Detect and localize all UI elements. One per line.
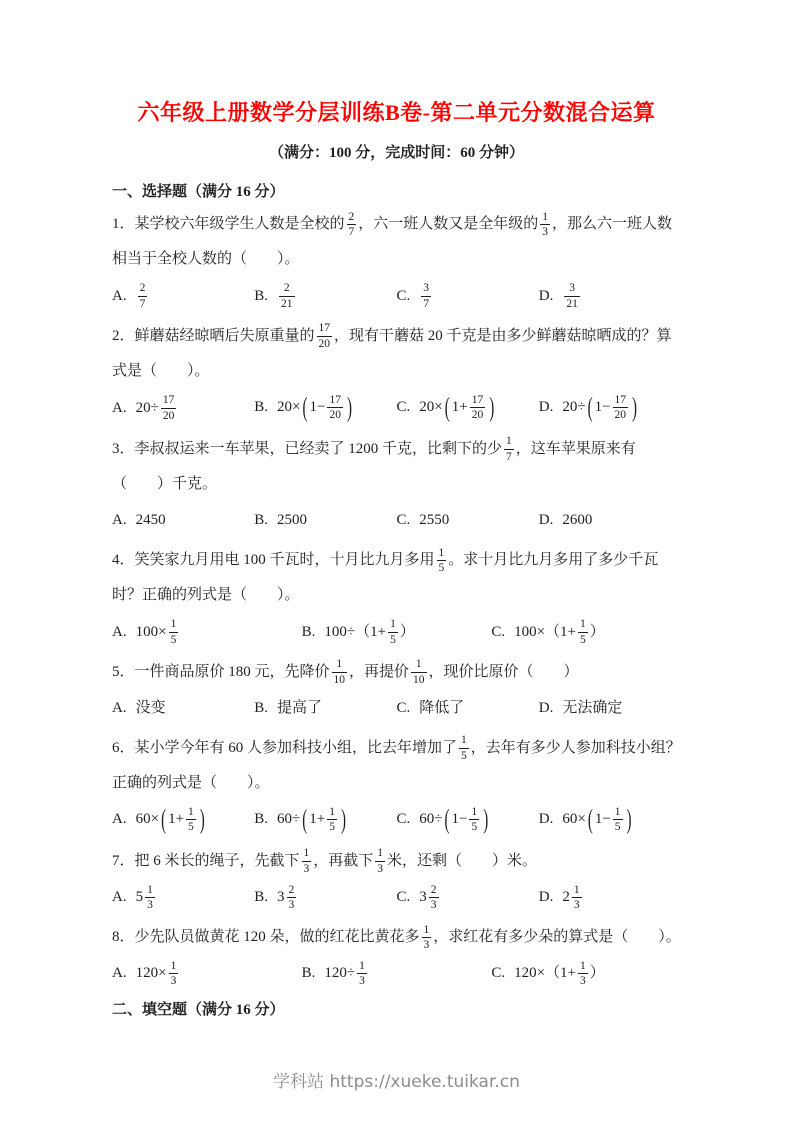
fraction-denominator: 7 <box>348 226 355 239</box>
fraction-numerator: 1 <box>170 959 177 972</box>
fraction-numerator: 2 <box>430 883 437 896</box>
fraction-numerator: 17 <box>471 393 484 406</box>
options-row <box>112 692 681 725</box>
options-row <box>112 957 681 990</box>
exam-meta: （满分：100 分，完成时间：60 分钟） <box>268 145 524 161</box>
fraction <box>613 805 623 835</box>
question-item <box>112 319 681 426</box>
fraction <box>613 393 629 423</box>
option-label: B. <box>254 811 269 828</box>
fraction-numerator: 1 <box>377 847 384 860</box>
option: D. 无法确定 <box>538 699 623 716</box>
fraction-denominator: 21 <box>566 297 578 310</box>
fraction-denominator: 3 <box>542 226 549 239</box>
big-paren: ) <box>199 805 205 835</box>
fraction-numerator: 1 <box>506 435 512 448</box>
fraction-numerator: 2 <box>348 210 355 223</box>
big-paren: ( <box>161 805 167 835</box>
fraction-denominator: 3 <box>170 975 177 988</box>
fraction-numerator: 1 <box>359 959 365 972</box>
fraction-numerator: 1 <box>303 847 310 860</box>
option-label: D. <box>538 699 554 716</box>
fraction-numerator: 1 <box>542 210 549 223</box>
fraction <box>186 805 196 835</box>
fraction-numerator: 1 <box>336 658 343 671</box>
fraction-numerator: 17 <box>614 393 627 406</box>
option-label: A. <box>112 889 127 905</box>
option-label: B. <box>254 287 269 304</box>
option: B. 20× ( 1− $\frac{17}{20}$ ) <box>254 391 396 426</box>
option-label: B. <box>301 623 316 640</box>
fraction <box>317 321 333 351</box>
fraction-denominator: 20 <box>471 409 484 422</box>
question-item <box>112 432 681 538</box>
fraction-numerator: 3 <box>423 282 430 295</box>
fraction <box>564 281 580 311</box>
options-row <box>112 616 681 649</box>
question-text: 3．李叔叔运来一车苹果，已经卖了 1200 千克，比剩下的少 $\frac{1}{7}$ ，这车苹果原来有（ ）千克。 <box>112 435 636 492</box>
fraction <box>388 617 398 647</box>
option <box>539 280 681 313</box>
option: C. 60÷ ( 1− $\frac{1}{5}$ ) <box>397 803 539 838</box>
question-text: 5．一件商品原价 180 元，先降价 $\frac{1}{10}$ ，再提价 $\frac{1}{10}$ ，现价比原价（ ） <box>112 658 579 686</box>
option: A. 5 $\frac{1}{3}$ <box>112 883 153 912</box>
fraction-numerator: 17 <box>318 322 331 335</box>
option-label: A. <box>112 811 127 828</box>
fraction <box>469 805 479 835</box>
fraction-denominator: 5 <box>471 821 478 834</box>
fraction-numerator: 1 <box>147 883 153 896</box>
fraction-numerator: 1 <box>423 923 430 936</box>
fraction <box>287 883 297 913</box>
big-paren: ( <box>444 805 450 835</box>
fraction <box>429 883 439 913</box>
fraction <box>411 657 427 687</box>
option: A. 60× ( 1+ $\frac{1}{5}$ ) <box>112 803 254 838</box>
fraction-denominator: 7 <box>423 297 430 310</box>
option-label: B. <box>301 965 316 982</box>
fraction <box>169 617 179 647</box>
question-text: 2．鲜蘑菇经晾晒后失原重量的 $\frac{17}{20}$ ，现有干蘑菇 20 千克是由多少鲜蘑菇晾晒成的？算式是（ ）。 <box>112 322 672 379</box>
option: A. 20÷ $\frac{17}{20}$ <box>112 394 175 422</box>
question-text: 1．某学校六年级学生人数是全校的 $\frac{2}{7}$ ，六一班人数又是全年级的 $\frac{1}{3}$ ，那么六一班人数相当于全校人数的（ ）。 <box>112 210 673 268</box>
section-heading: 一、选择题（满分 16 分） <box>112 184 285 200</box>
fraction <box>504 434 514 464</box>
option: B. 100÷（1+ $\frac{1}{5}$ ） <box>301 618 415 646</box>
option: C. 3 $\frac{2}{3}$ <box>396 883 437 912</box>
fraction-numerator: 1 <box>438 546 445 559</box>
fraction-denominator: 5 <box>580 633 586 646</box>
option-label: B. <box>254 399 269 415</box>
option: D. 60× ( 1− $\frac{1}{5}$ ) <box>539 803 681 838</box>
fraction <box>169 959 179 989</box>
document-title: 六年级上册数学分层训练B卷-第二单元分数混合运算 <box>137 100 656 125</box>
option-label: C. <box>396 399 411 415</box>
fraction-numerator: 1 <box>580 618 586 631</box>
fraction-denominator: 10 <box>333 673 346 686</box>
fraction-denominator: 20 <box>162 409 175 422</box>
question-text: 6．某小学今年有 60 人参加科技小组，比去年增加了 $\frac{1}{5}$ ，去年有多少人参加科技小组？正确的列式是（ ）。 <box>112 734 681 791</box>
fraction-numerator: 1 <box>390 618 396 631</box>
options-row <box>112 391 681 426</box>
fraction-denominator: 3 <box>573 899 580 912</box>
fraction-numerator: 1 <box>573 883 580 896</box>
big-paren: ) <box>489 393 495 423</box>
option: A. 100× $\frac{1}{5}$ <box>112 618 177 646</box>
big-paren: ) <box>340 805 346 835</box>
fraction-numerator: 17 <box>162 394 175 407</box>
big-paren: ( <box>302 805 308 835</box>
option: B. 120÷ $\frac{1}{3}$ <box>301 959 365 988</box>
option-label: A. <box>112 512 127 528</box>
fraction-denominator: 3 <box>288 899 295 912</box>
question-text: 4．笑笑家九月用电 100 千瓦时，十月比九月多用 $\frac{1}{5}$ 。求十月比九月多用了多少千瓦时？正确的列式是（ ）。 <box>112 546 659 604</box>
big-paren: ) <box>632 393 638 423</box>
fraction <box>421 281 431 311</box>
fraction-numerator: 2 <box>139 282 146 295</box>
fraction <box>327 393 343 423</box>
questions-container <box>112 180 681 1019</box>
fraction-numerator: 2 <box>283 282 290 295</box>
option-label: D. <box>538 811 554 828</box>
fraction-numerator: 1 <box>415 658 422 671</box>
option: C. 120×（1+ $\frac{1}{3}$ ） <box>491 959 605 988</box>
fraction <box>459 733 469 763</box>
option: A. 2450 <box>112 512 166 528</box>
option-label: D. <box>538 889 554 905</box>
options-row <box>112 803 681 838</box>
fraction <box>437 546 447 576</box>
option: D. 2 $\frac{1}{3}$ <box>538 883 580 912</box>
question-item <box>112 543 681 649</box>
big-paren: ) <box>346 393 352 423</box>
option: B. 提高了 <box>254 699 323 716</box>
question-item <box>112 655 681 725</box>
fraction <box>327 805 337 835</box>
big-paren: ( <box>444 393 450 423</box>
option-label: B. <box>254 699 269 716</box>
fraction-denominator: 20 <box>329 409 341 422</box>
option-label: D. <box>538 512 554 528</box>
fraction-denominator: 3 <box>580 975 586 988</box>
fraction-numerator: 1 <box>471 805 478 818</box>
option <box>254 280 396 313</box>
fraction-numerator: 17 <box>329 393 341 406</box>
fraction-denominator: 5 <box>461 749 467 762</box>
footer-watermark: 学科站 https://xueke.tuikar.cn <box>273 1072 520 1092</box>
option: A. 没变 <box>112 699 166 716</box>
option: C. 100×（1+ $\frac{1}{5}$ ） <box>491 618 605 646</box>
question-item <box>112 920 681 990</box>
fraction <box>347 210 357 240</box>
fraction-numerator: 2 <box>288 883 295 896</box>
option-label: A. <box>112 699 127 716</box>
option <box>397 280 539 313</box>
options-row <box>112 881 681 914</box>
option-label: C. <box>396 512 411 528</box>
fraction-denominator: 20 <box>318 337 331 350</box>
fraction-numerator: 1 <box>614 805 621 818</box>
fraction-denominator: 7 <box>139 297 146 310</box>
option: D. 2600 <box>538 512 593 528</box>
fraction-denominator: 3 <box>147 899 153 912</box>
option: C. 2550 <box>396 512 450 528</box>
big-paren: ) <box>626 805 632 835</box>
fraction-numerator: 1 <box>170 618 177 631</box>
option <box>112 280 254 313</box>
fraction-denominator: 20 <box>614 409 627 422</box>
fraction <box>161 393 177 423</box>
question-text: 8．少先队员做黄花 120 朵，做的红花比黄花多 $\frac{1}{3}$ ，求红花有多少朵的算式是（ ）。 <box>112 923 681 952</box>
option: B. 60÷ ( 1+ $\frac{1}{5}$ ) <box>254 803 396 838</box>
option-label: C. <box>396 889 411 905</box>
fraction-denominator: 5 <box>614 821 621 834</box>
section-heading: 二、填空题（满分 16 分） <box>112 1002 285 1019</box>
big-paren: ) <box>483 805 489 835</box>
fraction <box>578 617 588 647</box>
fraction-denominator: 21 <box>281 297 293 310</box>
option: C. 降低了 <box>396 699 465 716</box>
fraction <box>332 657 348 687</box>
fraction-numerator: 1 <box>188 805 194 818</box>
option-label: D. <box>538 399 554 415</box>
big-paren: ( <box>302 393 308 423</box>
option-label: A. <box>112 287 127 304</box>
option: A. 120× $\frac{1}{3}$ <box>112 959 177 988</box>
option-label: C. <box>491 965 506 982</box>
fraction-denominator: 5 <box>438 562 445 575</box>
big-paren: ( <box>587 805 593 835</box>
big-paren: ( <box>587 393 593 423</box>
option-label: B. <box>254 512 269 528</box>
option-label: B. <box>254 889 269 905</box>
fraction <box>138 281 148 311</box>
fraction <box>422 923 432 953</box>
fraction-denominator: 10 <box>413 673 425 686</box>
fraction <box>357 959 367 989</box>
option: C. 20× ( 1+ $\frac{17}{20}$ ) <box>397 391 539 426</box>
fraction <box>572 883 582 913</box>
fraction <box>279 281 295 311</box>
option-label: A. <box>112 399 127 416</box>
fraction <box>540 210 550 240</box>
option-label: C. <box>491 623 506 640</box>
fraction-denominator: 5 <box>170 633 177 646</box>
question-item <box>112 207 681 313</box>
fraction <box>145 883 155 913</box>
option-label: C. <box>396 811 411 828</box>
option-label: C. <box>396 699 411 716</box>
fraction-denominator: 3 <box>423 939 430 952</box>
fraction-numerator: 1 <box>461 734 467 747</box>
option: B. 2500 <box>254 512 308 528</box>
fraction-denominator: 3 <box>359 975 365 988</box>
option: D. 20÷ ( 1− $\frac{17}{20}$ ) <box>539 391 681 426</box>
fraction-denominator: 5 <box>390 633 396 646</box>
fraction <box>375 846 385 876</box>
option-label: C. <box>396 287 411 304</box>
fraction-numerator: 1 <box>580 959 586 972</box>
fraction-denominator: 3 <box>430 899 437 912</box>
fraction-denominator: 7 <box>506 450 512 463</box>
fraction-denominator: 5 <box>329 821 335 834</box>
fraction-denominator: 5 <box>188 821 194 834</box>
options-row <box>112 504 681 537</box>
option-label: A. <box>112 623 127 640</box>
option: B. 3 $\frac{2}{3}$ <box>254 883 295 912</box>
fraction-numerator: 1 <box>329 805 335 818</box>
fraction <box>470 393 486 423</box>
fraction-numerator: 3 <box>569 282 575 295</box>
fraction-denominator: 3 <box>377 862 384 875</box>
option-label: A. <box>112 965 127 982</box>
question-text: 7．把 6 米长的绳子，先截下 $\frac{1}{3}$ ，再截下 $\frac{1}{3}$ 米，还剩（ ）米。 <box>112 847 538 875</box>
option-label: D. <box>538 287 554 304</box>
question-item <box>112 844 681 914</box>
question-item <box>112 731 681 838</box>
options-row <box>112 280 681 313</box>
fraction-denominator: 3 <box>303 862 310 875</box>
fraction <box>578 959 588 989</box>
